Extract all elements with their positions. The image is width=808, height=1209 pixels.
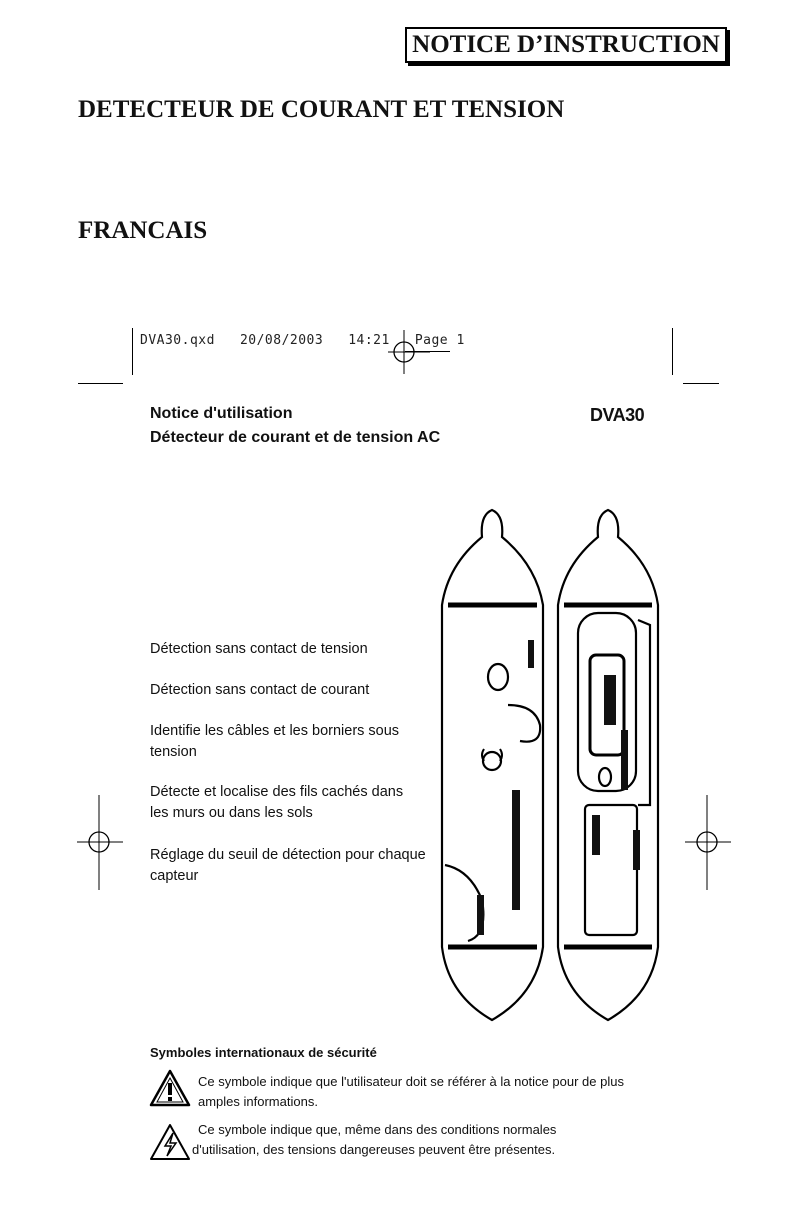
feature-item: Réglage du seuil de détection pour chaque capteur [150,847,426,884]
slug-time: 14:21 [348,333,390,348]
device-illustration [440,505,670,1030]
feature-item: Détection sans contact de courant [150,682,370,698]
registration-mark-left-icon [75,795,125,890]
document-title: DETECTEUR DE COURANT ET TENSION [78,96,565,123]
model-number: DVA30 [590,405,645,425]
warning-lightning-icon [148,1122,192,1162]
slug-date: 20/08/2003 [239,333,324,348]
notice-label: NOTICE D’INSTRUCTION [405,27,727,63]
feature-item: Détecte et localise des fils cachés dans les murs ou dans les sols [150,784,404,821]
slug-page: Page 1 [414,333,465,348]
safety-symbol-text: Ce symbole indique que l'utilisateur doit se référer à la notice pour de plus amples informations. [198,1074,624,1109]
feature-item: Détection sans contact de tension [150,641,368,657]
feature-item: Identifie les câbles et les borniers sous tension [150,723,400,760]
warning-exclamation-icon [148,1068,192,1108]
registration-mark-right-icon [683,795,733,890]
slug-file: DVA30.qxd [140,333,215,348]
manual-title: Notice d'utilisation [150,405,293,422]
safety-symbol-text: Ce symbole indique que, même dans des conditions normales d'utilisation, des tensions dangereuses peuvent être présentes. [192,1122,557,1157]
safety-section-title: Symboles internationaux de sécurité [150,1045,377,1060]
manual-subtitle: Détecteur de courant et de tension AC [150,429,441,446]
language-heading: FRANCAIS [78,217,208,244]
registration-mark-top-icon [380,328,430,378]
